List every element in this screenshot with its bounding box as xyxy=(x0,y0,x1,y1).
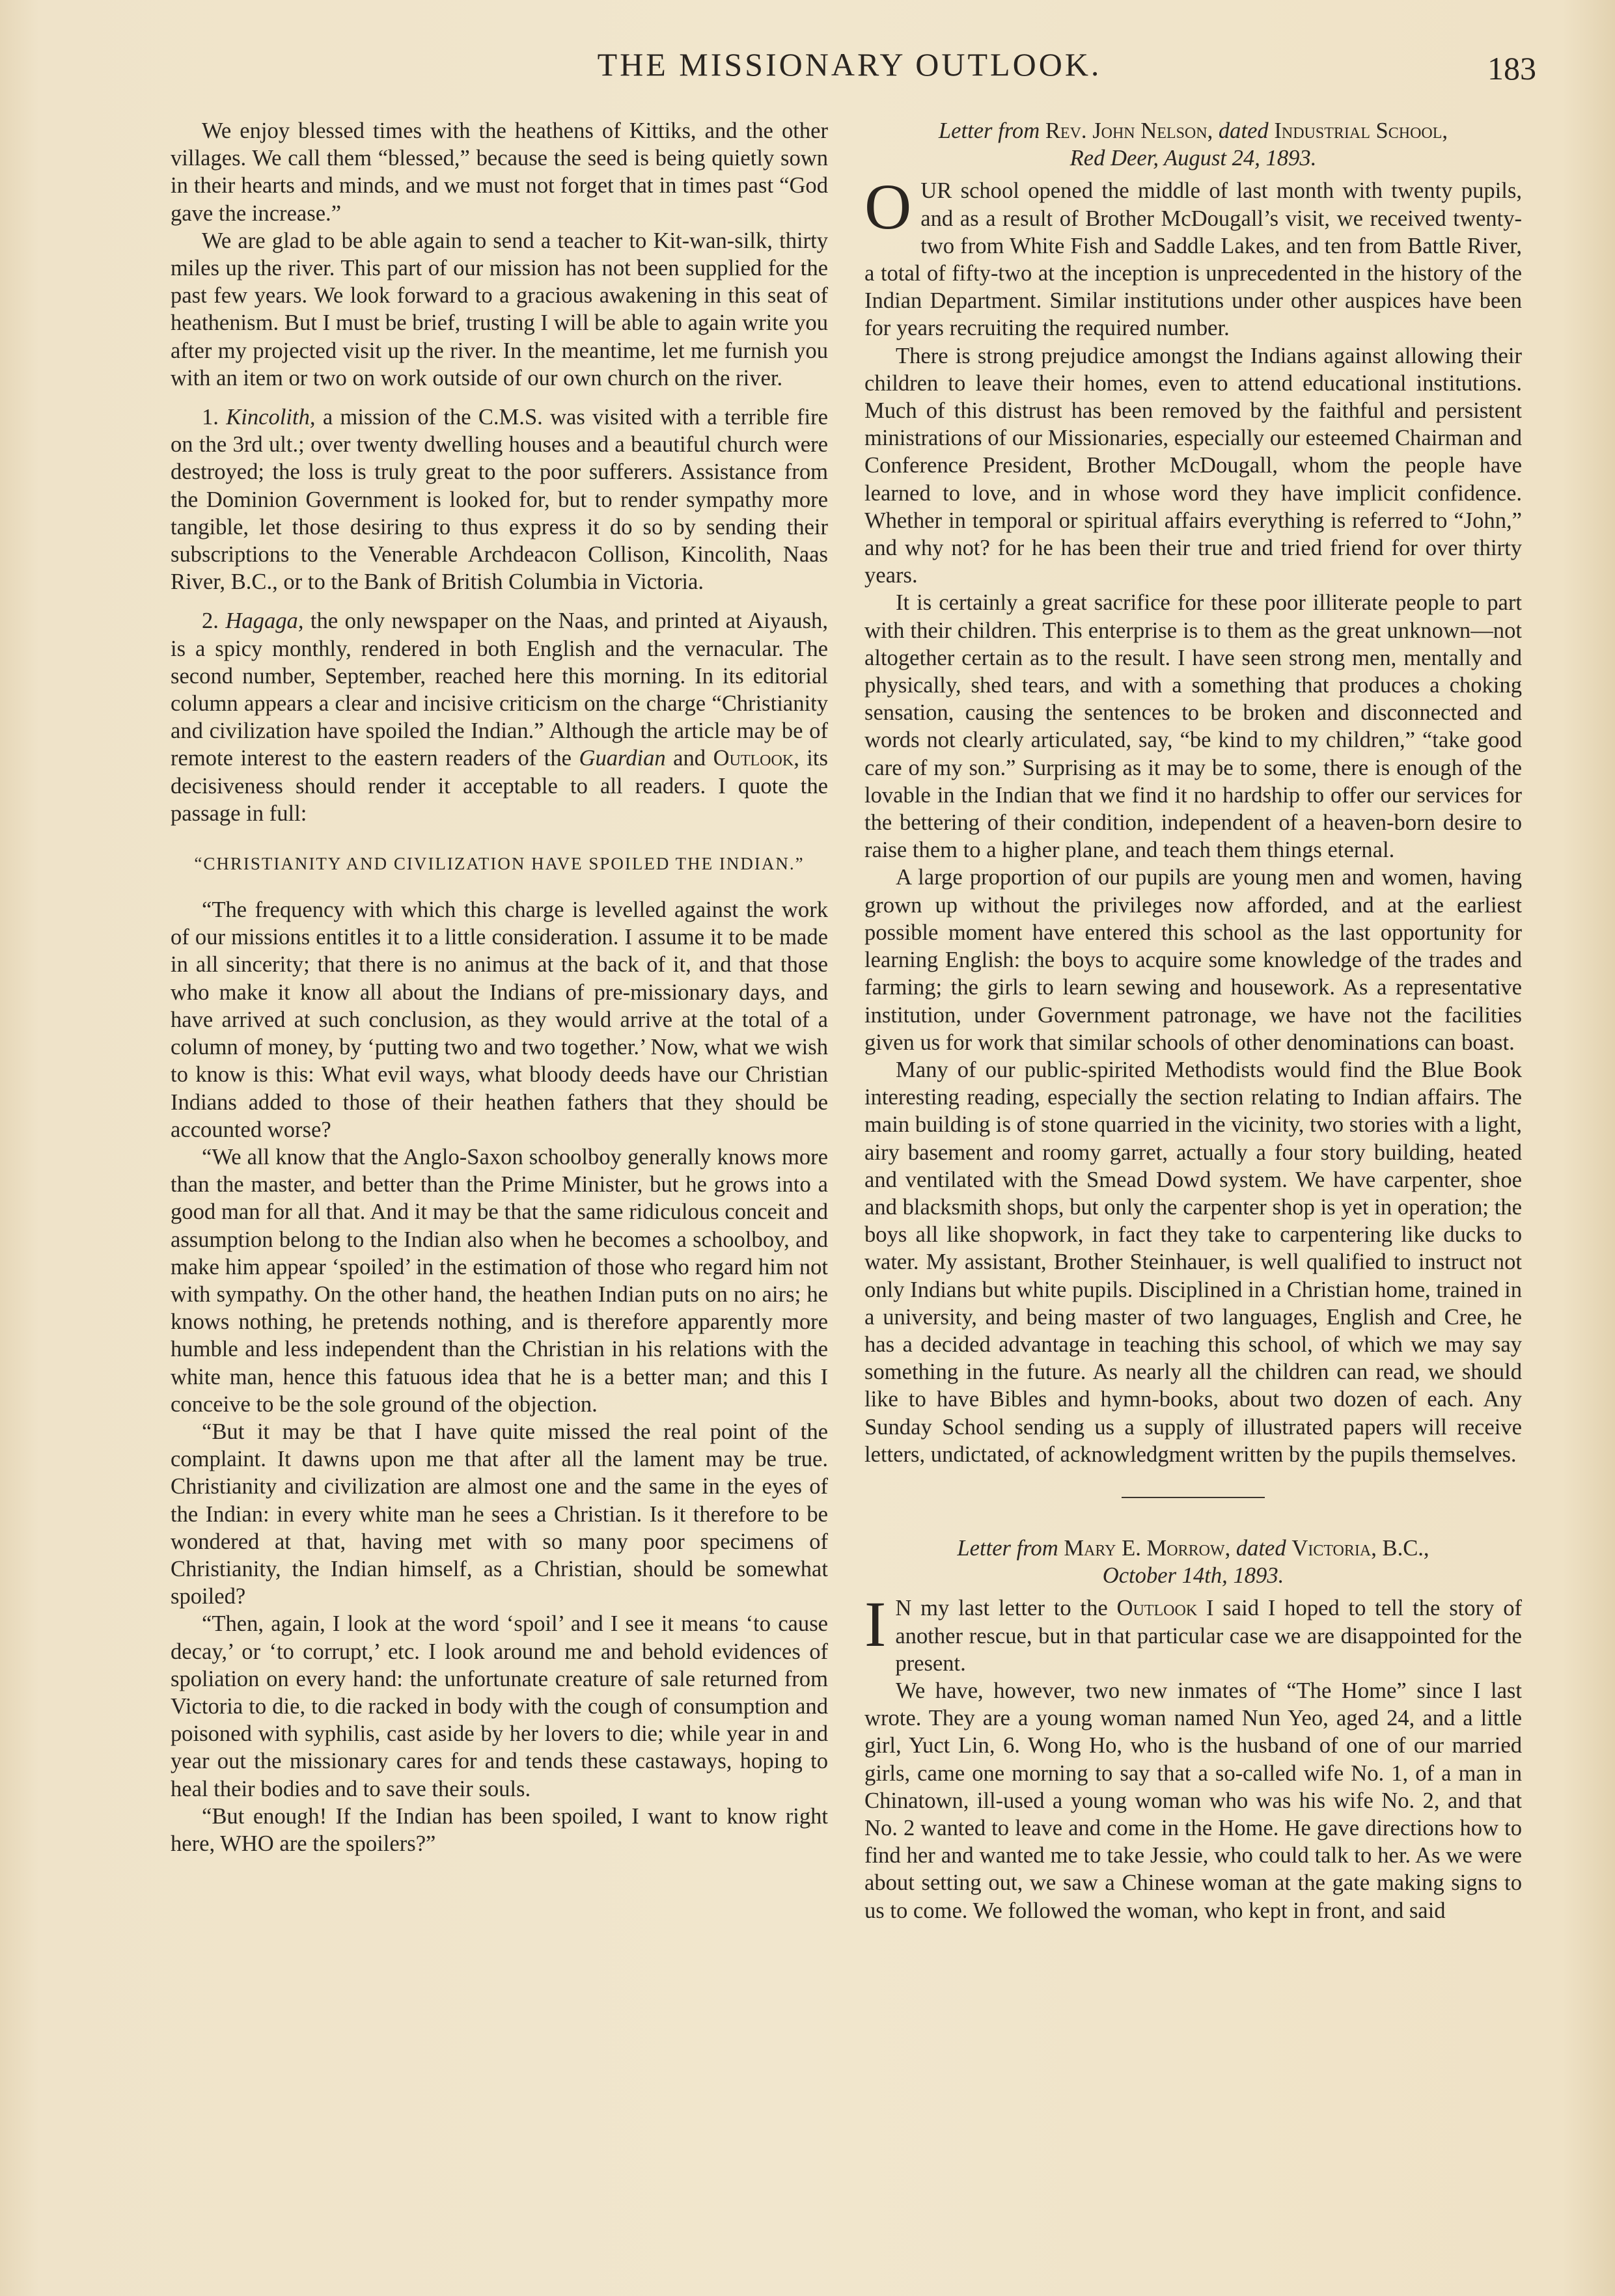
section-divider xyxy=(1122,1497,1265,1498)
item-text: the only newspaper on the Naas, and printed at Aiyaush, is a spicy monthly, rendered in both English and the vernacular. The second number, September, reached here this morning. In its editorial column appears a clear and incisive criticism on the charge “Christianity and civilization have spoiled the Indian.” Although the article may be of remote interest to the eastern readers of the xyxy=(171,608,828,771)
quote-paragraph: “The frequency with which this charge is levelled against the work of our missions entitles it to a little consideration. I assume it to be made in all sincerity; that there is no animus at the back of it, and that those who make it know all about the Indians of pre-missionary days, and have arrived at such conclusion, as they would arrive at the total of a column of money, by ‘putting two and two together.’ Now, what we wish to know is this: What evil ways, what bloody deeds have our Christian Indians added to those of their heathen fathers that they should be accounted worse? xyxy=(171,897,828,1142)
letter-paragraph: We have, however, two new inmates of “The Home” since I last wrote. They are a young woman named Nun Yeo, aged 24, and a little girl, Yuct Lin, 6. Wong Ho, who is the husband of one of our married girls, came one morning to say that a so-called wife No. 1, of a man in Chinatown, ill-used a young woman who was his wife No. 2, and that No. 2 wanted to leave and come in the Home. He gave directions how to find her and wanted me to take Jessie, who could talk to her. As we were about setting out, we saw a Chinese woman at the gate making signs to us to come. We followed the woman, who kept in front, and said xyxy=(864,1678,1522,1923)
byline-prefix: Letter from xyxy=(957,1535,1058,1561)
quote-paragraph: “We all know that the Anglo-Saxon schoolboy generally knows more than the master, and better than the Prime Minister, but he grows into a good man for all that. And it may be that the same ridiculous conceit and assumption belong to the Indian also when he becomes a schoolboy, and make him appear ‘spoiled’ in the estimation of those who regard him not with sympathy. On the other hand, the heathen Indian puts on no airs; he knows nothing, he pretends nothing, and is therefore apparently more humble and less independent than the Christian in his relations with the white man, hence this fatuous idea that he is a better man; and this I conceive to be the sole ground of the objection. xyxy=(171,1144,828,1417)
left-column xyxy=(171,117,828,1857)
paragraph: We are glad to be able again to send a teacher to Kit-wan-silk, thirty miles up the river. This part of our mission has not been supplied for the past few years. We look forward to a gracious awakening in this seat of heathenism. But I must be brief, trusting I will be able to again write you after my projected visit up the river. In the meantime, let me furnish you with an item or two on work outside of our own church on the river. xyxy=(171,228,828,390)
letter-paragraph xyxy=(864,171,1522,342)
item-number: 1. xyxy=(202,405,219,430)
page-header xyxy=(163,46,1536,98)
quoted-article-heading: “CHRISTIANITY AND CIVILIZATION HAVE SPOILED THE INDIAN.” xyxy=(194,854,805,874)
item-title: Hagaga, xyxy=(225,608,304,634)
paragraph-text: I said I hoped to tell the story of another rescue, but in that particular case we are disappointed for the present. xyxy=(895,1596,1522,1676)
guardian-title: Guardian xyxy=(579,746,666,771)
byline-place: Victoria, B.C., xyxy=(1291,1535,1429,1561)
letter-paragraph: There is strong prejudice amongst the Indians against allowing their children to leave their homes, even to attend educational institutions. Much of this distrust has been removed by the faithful and persistent ministrations of our Missionaries, especially our esteemed Chairman and Conference President, Brother McDougall, whom the people have learned to love, and in whose word they have implicit confidence. Whether in temporal or spiritual affairs everything is referred to “John,” and why not? for he has been their true and tried friend for over thirty years. xyxy=(864,343,1522,588)
letter-byline-nelson xyxy=(864,117,1522,172)
item-text: a mission of the C.M.S. was visited with a terrible fire on the 3rd ult.; over twenty dwelling houses and a beautiful church were destroyed; the loss is truly great to the poor sufferers. Assistance from the Dominion Government is looked for, but to render sympathy more tangible, let those desiring to thus express it do so by sending their subscriptions to the Venerable Archdeacon Collison, Kincolith, Naas River, B.C., or to the Bank of British Columbia in Victoria. xyxy=(171,405,828,595)
item-title: Kincolith, xyxy=(226,405,316,430)
quote-paragraph: “Then, again, I look at the word ‘spoil’ and I see it means ‘to cause decay,’ or ‘to corrupt,’ etc. I look around me and behold evidences of spoliation on every hand: the unfortunate creature of sale returned from Victoria to die, to die racked in body with the cough of consumption and poisoned with syphilis, cast aside by her lovers to die; while year in and year out the missionary cares for and tends these castaways, hoping to heal their bodies and to save their souls. xyxy=(171,1611,828,1801)
outlook-title: Outlook xyxy=(1116,1596,1198,1621)
byline-author: Mary E. Morrow, xyxy=(1064,1535,1231,1561)
byline-date: Red Deer, August 24, 1893. xyxy=(1070,146,1317,171)
right-column xyxy=(864,117,1522,1924)
running-title: THE MISSIONARY OUTLOOK. xyxy=(597,46,1102,83)
quote-paragraph: “But enough! If the Indian has been spoiled, I want to know right here, WHO are the spoilers?” xyxy=(171,1803,828,1856)
letter-byline-morrow xyxy=(864,1535,1522,1589)
numbered-item-kincolith xyxy=(171,403,828,595)
item-number: 2. xyxy=(202,608,219,634)
outlook-title: Outlook xyxy=(713,746,794,771)
page-number: 183 xyxy=(1487,50,1536,87)
letter-paragraph: Many of our public-spirited Methodists would find the Blue Book interesting reading, especially the section relating to Indian affairs. The main building is of stone quarried in the vicinity, two stories with a light, airy basement and roomy garret, actually a four story building, heated and ventilated with the Smead Dowd system. We have carpenter, shoe and blacksmith shops, but only the carpenter shop is yet in operation; the boys all like shopwork, in fact they take to carpentering like ducks to water. My assistant, Brother Steinhauer, is well qualified to instruct not only Indians but white pupils. Disciplined in a Christian home, trained in a university, and being master of two languages, English and Cree, he has a decided advantage in teaching this school, of which we may say something in the future. As nearly all the children can read, we should like to have Bibles and hymn-books, about two dozen of each. Any Sunday School sending us a supply of illustrated papers will receive letters, undictated, of acknowledgment written by the pupils themselves. xyxy=(864,1057,1522,1467)
byline-date: October 14th, 1893. xyxy=(1102,1563,1284,1589)
byline-place: Industrial School, xyxy=(1274,118,1448,143)
letter-paragraph: A large proportion of our pupils are young men and women, having grown up without the privileges now afforded, and at the earliest possible moment have entered this school as the last opportunity for learning English: the boys to acquire some knowledge of the trades and farming; the girls to learn sewing and housework. As a representative institution, under Government patronage, we have not the facilities given us for work that similar schools of other denominations can boast. xyxy=(864,865,1522,1055)
letter-paragraph xyxy=(864,1588,1522,1677)
byline-dated: dated xyxy=(1235,1535,1286,1561)
byline-author: Rev. John Nelson, xyxy=(1045,118,1213,143)
byline-prefix: Letter from xyxy=(938,118,1040,143)
drop-cap: I xyxy=(864,1588,887,1661)
numbered-item-hagaga xyxy=(171,607,828,827)
letter-paragraph: It is certainly a great sacrifice for these poor illiterate people to part with their children. This enterprise is to them as the great unknown—not altogether certain as to the result. I have seen strong men, mentally and physically, shed tears, and with a something that produces a choking sensation, causing the sentences to be broken and disconnected and words not clearly articulated, say, “be kind to my children,” “take good care of my son.” Surprising as it may be to some, there is enough of the lovable in the Indian that we find it no hardship to offer our services for the bettering of their condition, independent of a heaven-born desire to raise them to a higher plane, and teach them things eternal. xyxy=(864,590,1522,863)
drop-cap: O xyxy=(864,171,912,243)
item-text: , its decisiveness should render it acceptable to all readers. I quote the passage in full: xyxy=(171,746,828,826)
byline-dated: dated xyxy=(1218,118,1269,143)
paragraph: We enjoy blessed times with the heathens of Kittiks, and the other villages. We call them “blessed,” because the seed is being quietly sown in their hearts and minds, and we must not forget that in times past “God gave the increase.” xyxy=(171,118,828,226)
conjunction: and xyxy=(665,746,713,771)
paragraph-text: UR school opened the middle of last month with twenty pupils, and as a result of Brother McDougall’s visit, we received twenty-two from White Fish and Saddle Lakes, and ten from Battle River, a total of fifty-two at the inception is unprecedented in the history of the Indian Department. Similar institutions under other auspices have been for years recruiting the required number. xyxy=(864,178,1522,341)
paragraph-text: N my last letter to the xyxy=(895,1596,1117,1621)
quote-paragraph: “But it may be that I have quite missed the real point of the complaint. It dawns upon me that after all the lament may be true. Christianity and civilization are almost one and the same in the eyes of the Indian: in every white man he sees a Christian. Is it therefore to be wondered at that, having met with so many poor specimens of Christianity, the Indian himself, as a Christian, should be somewhat spoiled? xyxy=(171,1419,828,1609)
